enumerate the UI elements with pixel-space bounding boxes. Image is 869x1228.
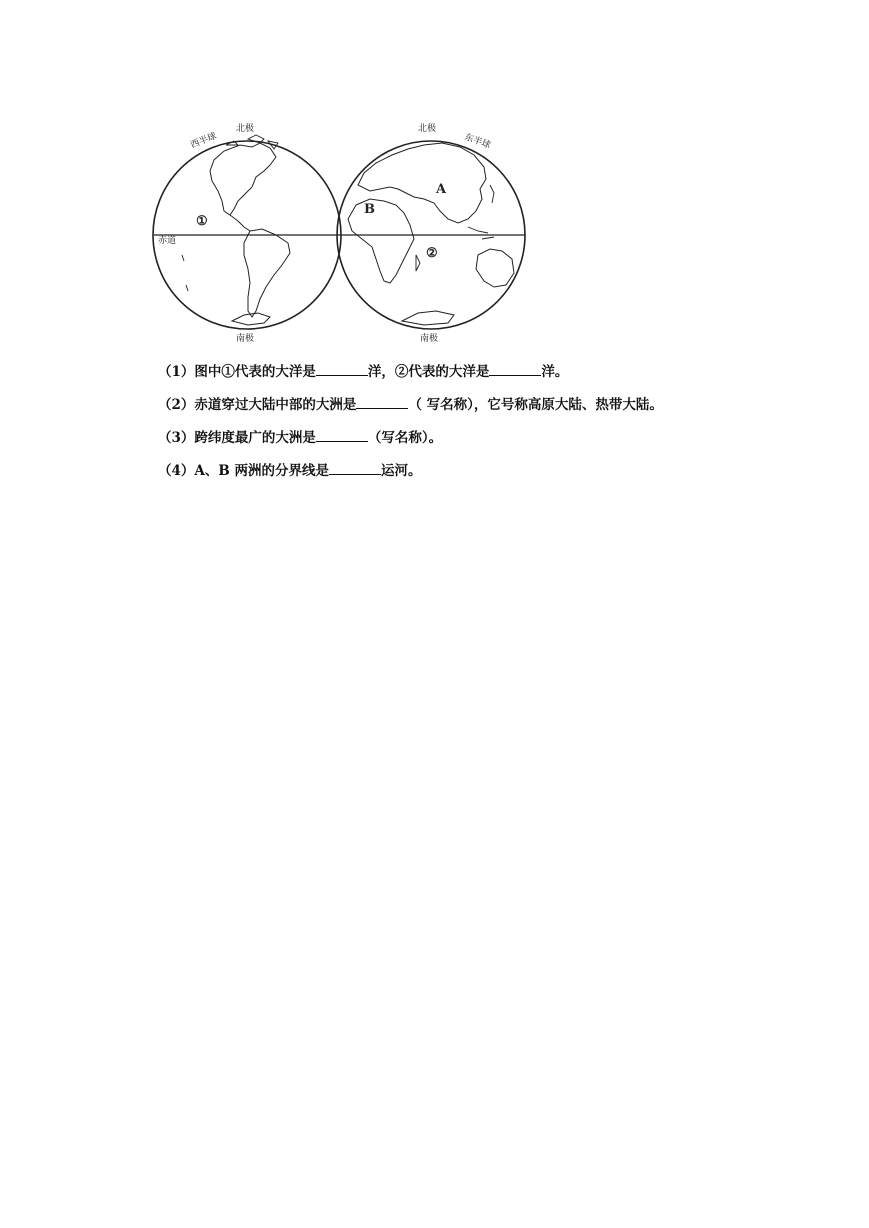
answer-blank-4[interactable] bbox=[329, 461, 381, 475]
south-pole-label-left: 南极 bbox=[236, 334, 255, 344]
japan-outline bbox=[490, 185, 494, 203]
answer-blank-1a[interactable] bbox=[316, 362, 368, 376]
answer-blank-1b[interactable] bbox=[489, 362, 541, 376]
question-2-suffix: （ 写名称），它号称高原大陆、热带大陆。 bbox=[408, 397, 663, 413]
question-2 bbox=[158, 395, 798, 413]
west-hemisphere-label: 西半球 bbox=[189, 131, 219, 151]
question-1-suffix: 洋。 bbox=[541, 364, 569, 380]
antarctica-east-outline bbox=[402, 311, 454, 325]
continent-marker-b: B bbox=[364, 202, 375, 217]
hemisphere-map-figure bbox=[152, 115, 528, 345]
south-pole-label-right: 南极 bbox=[420, 334, 439, 344]
south-america-outline bbox=[244, 229, 290, 317]
madagascar-outline bbox=[416, 255, 420, 271]
ocean-marker-2: ② bbox=[426, 246, 438, 261]
answer-blank-2[interactable] bbox=[356, 395, 408, 409]
question-3 bbox=[158, 428, 798, 446]
continent-marker-a: A bbox=[436, 182, 447, 197]
southeast-asia-islands-outline bbox=[468, 227, 494, 239]
north-america-outline bbox=[210, 143, 276, 215]
ocean-marker-1: ① bbox=[196, 214, 208, 229]
eurasia-outline bbox=[358, 143, 486, 223]
africa-outline bbox=[348, 199, 414, 283]
pacific-islands-outline bbox=[182, 255, 188, 291]
question-1-middle: 洋，②代表的大洋是 bbox=[367, 364, 490, 380]
question-4-suffix: 运河。 bbox=[380, 463, 422, 479]
central-america-outline bbox=[230, 215, 250, 231]
question-3-prefix: （3）跨纬度最广的大洲是 bbox=[158, 430, 316, 446]
answer-blank-3[interactable] bbox=[316, 428, 368, 442]
question-2-prefix: （2）赤道穿过大陆中部的大洲是 bbox=[158, 397, 357, 413]
question-4-prefix: （4）A、B 两洲的分界线是 bbox=[158, 463, 329, 479]
question-1-prefix: （1）图中①代表的大洋是 bbox=[158, 364, 316, 380]
north-pole-label-left: 北极 bbox=[236, 124, 255, 134]
question-1 bbox=[158, 362, 798, 380]
east-hemisphere-label: 东半球 bbox=[462, 132, 492, 152]
north-pole-label-right: 北极 bbox=[418, 124, 437, 134]
hemisphere-map bbox=[152, 115, 528, 345]
equator-label: 赤道 bbox=[158, 236, 177, 246]
question-list bbox=[158, 362, 798, 494]
question-3-suffix: （写名称）。 bbox=[367, 430, 443, 446]
australia-outline bbox=[476, 249, 514, 287]
question-4 bbox=[158, 461, 798, 479]
